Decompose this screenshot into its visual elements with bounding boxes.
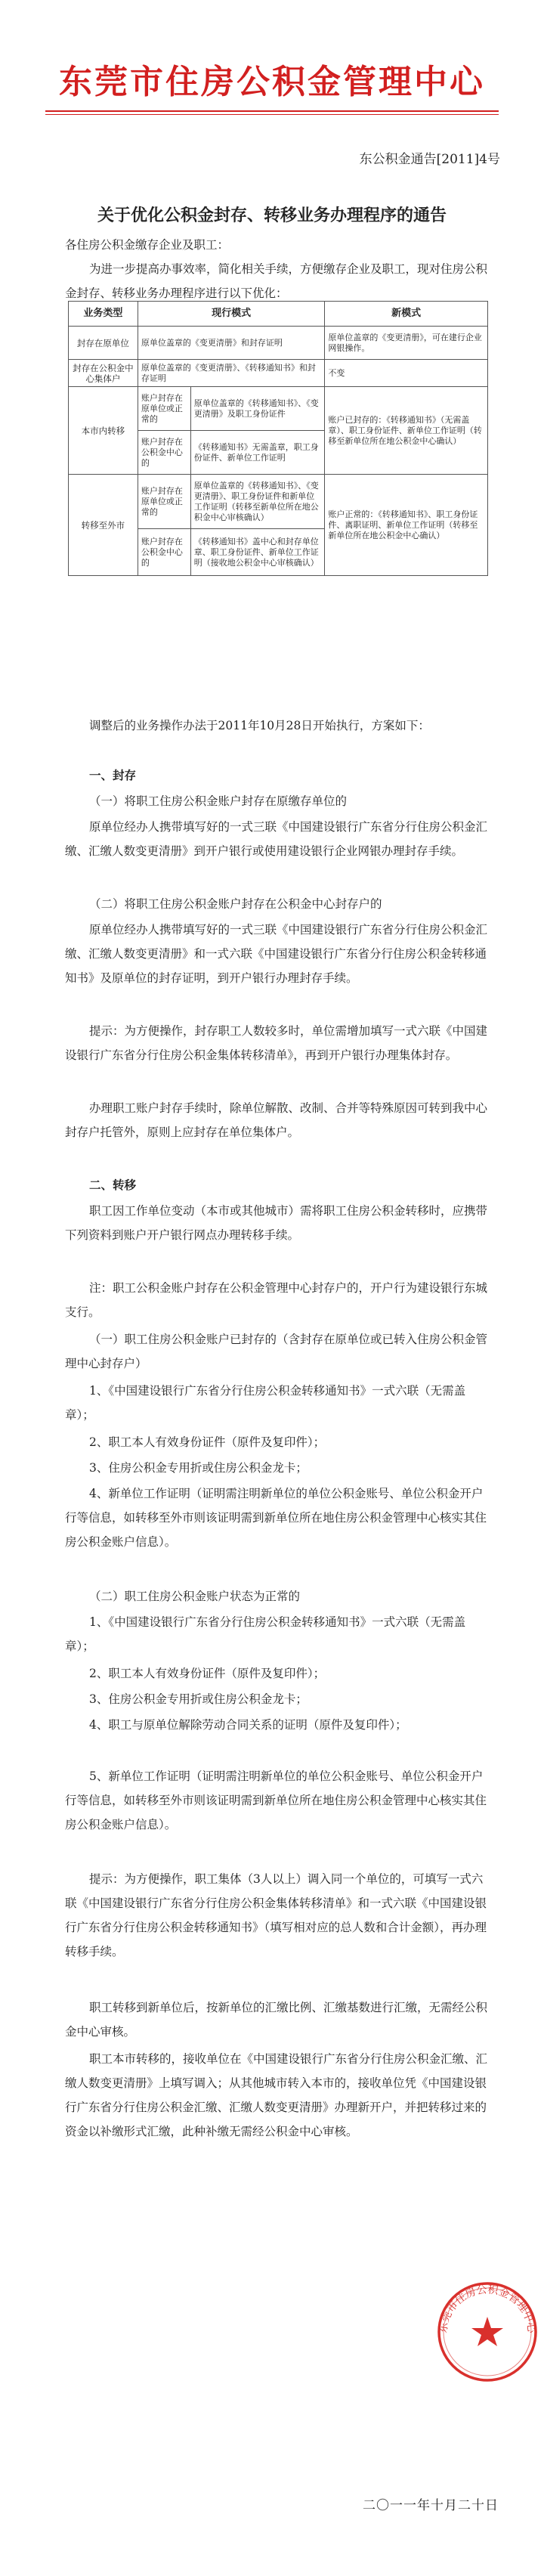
row-current: 《转移通知书》盖中心和封存单位章、职工身份证件、新单位工作证明（接收地公积金中心审核确认） bbox=[190, 529, 325, 576]
row-current: 原单位盖章的《变更清册》和封存证明 bbox=[138, 327, 325, 360]
header-new: 新模式 bbox=[325, 302, 488, 327]
row-sub-status: 账户封存在公积金中心的 bbox=[138, 431, 190, 475]
row-current: 原单位盖章的《变更清册》、《转移通知书》和封存证明 bbox=[138, 360, 325, 387]
subsection-heading: （二）职工住房公积金账户状态为正常的 bbox=[89, 1590, 301, 1603]
seal-mark bbox=[437, 2283, 538, 2380]
table-row bbox=[69, 327, 488, 360]
mode-comparison-table bbox=[68, 301, 488, 576]
intro-paragraph: 为进一步提高办事效率，简化相关手续，方便缴存企业及职工，现对住房公积金封存、转移业务办理程序进行以下优化： bbox=[65, 262, 488, 300]
header-rule-bottom bbox=[45, 114, 499, 115]
row-type: 封存在原单位 bbox=[69, 327, 138, 360]
list-item: 5、新单位工作证明（证明需注明新单位的单位公积金账号、单位公积金开户行等信息，如转移至外市则该证明需到新单位所在地住房公积金管理中心核实其住房公积金账户信息）。 bbox=[65, 1769, 487, 1831]
row-new: 不变 bbox=[325, 360, 488, 387]
list-item: 4、新单位工作证明（证明需注明新单位的单位公积金账号、单位公积金开户行等信息，如转移至外市则该证明需到新单位所在地住房公积金管理中心核实其住房公积金账户信息）。 bbox=[65, 1487, 487, 1549]
body-paragraph: 原单位经办人携带填写好的一式三联《中国建设银行广东省分行住房公积金汇缴、汇缴人数变更清册》和一式六联《中国建设银行广东省分行住房公积金转移通知书》及原单位的封存证明，到开户银行办理封存手续。 bbox=[65, 923, 488, 985]
row-new: 账户已封存的：《转移通知书》（无需盖章）、职工身份证件、新单位工作证明（转移至新单位所在地公积金中心确认） bbox=[325, 387, 488, 475]
list-item: 3、住房公积金专用折或住房公积金龙卡； bbox=[89, 1461, 308, 1475]
row-sub-status: 账户封存在公积金中心的 bbox=[138, 529, 190, 576]
notice-subject: 关于优化公积金封存、转移业务办理程序的通告 bbox=[97, 206, 447, 225]
row-type: 转移至外市 bbox=[69, 475, 138, 576]
seal-text: 东莞市住房公积金管理中心 bbox=[437, 2283, 538, 2334]
row-current: 原单位盖章的《转移通知书》、《变更清册》及职工身份证件 bbox=[190, 387, 325, 431]
body-paragraph: 办理职工账户封存手续时，除单位解散、改制、合并等特殊原因可转到我中心封存户托管外，原则上应封存在单位集体户。 bbox=[65, 1101, 488, 1139]
table-header-row bbox=[69, 302, 488, 327]
list-item: 4、职工与原单位解除劳动合同关系的证明（原件及复印件）； bbox=[89, 1718, 407, 1732]
row-current: 《转移通知书》无需盖章，职工身份证件、新单位工作证明 bbox=[190, 431, 325, 475]
subsection-heading: （二）将职工住房公积金账户封存在公积金中心封存户的 bbox=[89, 897, 382, 911]
body-paragraph: 职工因工作单位变动（本市或其他城市）需将职工住房公积金转移时，应携带下列资料到账户开户银行网点办理转移手续。 bbox=[65, 1204, 488, 1242]
issue-date: 二〇一一年十月二十日 bbox=[363, 2498, 499, 2513]
table-row bbox=[69, 360, 488, 387]
row-type: 本市内转移 bbox=[69, 387, 138, 475]
effective-date-paragraph: 调整后的业务操作办法于2011年10月28日开始执行，方案如下： bbox=[89, 719, 430, 732]
table-row bbox=[69, 387, 488, 431]
salutation: 各住房公积金缴存企业及职工： bbox=[65, 238, 230, 252]
header-type: 业务类型 bbox=[69, 302, 138, 327]
header-rule-top bbox=[45, 110, 499, 112]
list-item: 3、住房公积金专用折或住房公积金龙卡； bbox=[89, 1692, 308, 1706]
official-seal-icon bbox=[431, 2275, 544, 2389]
table-row bbox=[69, 475, 488, 529]
row-sub-status: 账户封存在原单位或正常的 bbox=[138, 475, 190, 529]
body-paragraph: 职工本市转移的，接收单位在《中国建设银行广东省分行住房公积金汇缴、汇缴人数变更清册》上填写调入；从其他城市转入本市的，接收单位凭《中国建设银行广东省分行住房公积金汇缴、汇缴人数变更清册》办理新开户，并把转移过来的资金以补缴形式汇缴，此种补缴无需经公积金中心审核。 bbox=[65, 2052, 488, 2138]
list-item: 1、《中国建设银行广东省分行住房公积金转移通知书》一式六联（无需盖章）； bbox=[65, 1384, 466, 1422]
note-paragraph: 注：职工公积金账户封存在公积金管理中心封存户的，开户行为建设银行东城支行。 bbox=[65, 1281, 488, 1319]
subsection-heading: （一）职工住房公积金账户已封存的（含封存在原单位或已转入住房公积金管理中心封存户） bbox=[65, 1333, 488, 1370]
tip-paragraph: 提示：为方便操作，封存职工人数较多时，单位需增加填写一式六联《中国建设银行广东省分行住房公积金集体转移清单》，再到开户银行办理集体封存。 bbox=[65, 1024, 488, 1062]
row-new: 账户正常的：《转移通知书》、职工身份证件、离职证明、新单位工作证明（转移至新单位所在地公积金中心确认） bbox=[325, 475, 488, 576]
section-heading: 二、转移 bbox=[89, 1178, 137, 1192]
list-item: 2、职工本人有效身份证件（原件及复印件）； bbox=[89, 1667, 326, 1680]
header-current: 现行模式 bbox=[138, 302, 325, 327]
list-item: 2、职工本人有效身份证件（原件及复印件）； bbox=[89, 1435, 326, 1449]
body-paragraph: 职工转移到新单位后，按新单位的汇缴比例、汇缴基数进行汇缴，无需经公积金中心审核。 bbox=[65, 2001, 488, 2039]
tip-paragraph: 提示：为方便操作，职工集体（3人以上）调入同一个单位的，可填写一式六联《中国建设银行广东省分行住房公积金集体转移清单》和一式六联《中国建设银行广东省分行住房公积金转移通知书》（填写相对应的总人数和合计金额），再办理转移手续。 bbox=[65, 1872, 487, 1958]
row-new: 原单位盖章的《变更清册》，可在建行企业网银操作。 bbox=[325, 327, 488, 360]
document-number: 东公积金通告[2011]4号 bbox=[359, 152, 500, 167]
row-current: 原单位盖章的《转移通知书》、《变更清册》、职工身份证件和新单位工作证明（转移至新单位所在地公积金中心审核确认） bbox=[190, 475, 325, 529]
org-title: 东莞市住房公积金管理中心 bbox=[59, 63, 485, 101]
row-sub-status: 账户封存在原单位或正常的 bbox=[138, 387, 190, 431]
section-heading: 一、封存 bbox=[89, 768, 137, 782]
subsection-heading: （一）将职工住房公积金账户封存在原缴存单位的 bbox=[89, 794, 348, 808]
body-paragraph: 原单位经办人携带填写好的一式三联《中国建设银行广东省分行住房公积金汇缴、汇缴人数变更清册》到开户银行或使用建设银行企业网银办理封存手续。 bbox=[65, 820, 488, 858]
row-type: 封存在公积金中心集体户 bbox=[69, 360, 138, 387]
list-item: 1、《中国建设银行广东省分行住房公积金转移通知书》一式六联（无需盖章）； bbox=[65, 1615, 466, 1653]
